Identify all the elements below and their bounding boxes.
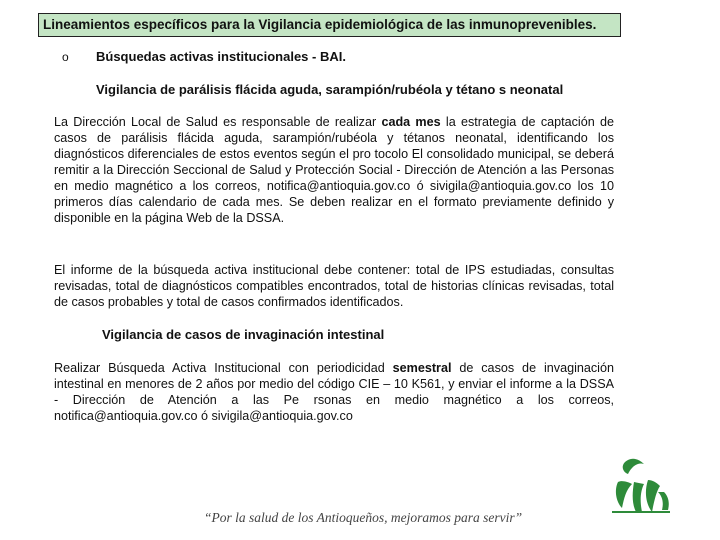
slide-title: Lineamientos específicos para la Vigilancia epidemiológica de las inmunoprevenibles. [38, 13, 621, 37]
section-heading-invagination: Vigilancia de casos de invaginación intestinal [102, 327, 385, 342]
bullet-circle-icon: o [62, 50, 69, 64]
antioquia-logo-icon [598, 452, 680, 538]
paragraph-responsibility [54, 114, 614, 226]
para-bold-frequency: cada mes [381, 115, 441, 129]
footer-slogan: “Por la salud de los Antioqueños, mejoramos para servir” [204, 510, 523, 525]
para-bold-frequency: semestral [392, 361, 452, 375]
para-text-start: Realizar Búsqueda Activa Institucional con periodicidad [54, 361, 393, 375]
paragraph-invagination [54, 360, 614, 424]
bullet-text: Búsquedas activas institucionales - BAI. [96, 49, 346, 64]
para-text-rest: la estrategia de captación de casos de parálisis flácida aguda, sarampión/rubéola y tétanos neonatal, identificando los diagnósticos diferenciales de estos eventos según el pro tocolo El consolidado municipal, se deberá remitir a la Dirección Seccional de Salud y Protección Social - Dirección de Atención a las Personas en medio magnético a los correos, notifica@antioquia.gov.co ó sivigila@antioquia.gov.co los 10 primeros días calendario de cada mes. Se deben realizar en el formato previamente definido y disponible en la página Web de la DSSA. [54, 115, 615, 225]
bullet-item-bai [62, 49, 346, 64]
section-heading-pfa: Vigilancia de parálisis flácida aguda, sarampión/rubéola y tétano s neonatal [96, 82, 564, 97]
paragraph-report-contents: El informe de la búsqueda activa institucional debe contener: total de IPS estudiadas, consultas revisadas, total de diagnósticos compatibles encontrados, total de historias clínicas revisadas, total de casos probables y total de casos confirmados identificados. [54, 263, 614, 309]
para-text-rest: de casos de invaginación intestinal en menores de 2 años por medio del código CIE – 10 K561, y enviar el informe a la DSSA - Dirección de Atención a las Pe rsonas en medio magnético a los correos, notifica@antioquia.gov.co ó sivigila@antioquia.gov.co [54, 361, 614, 423]
para-text-start: La Dirección Local de Salud es responsable de realizar [54, 115, 382, 129]
